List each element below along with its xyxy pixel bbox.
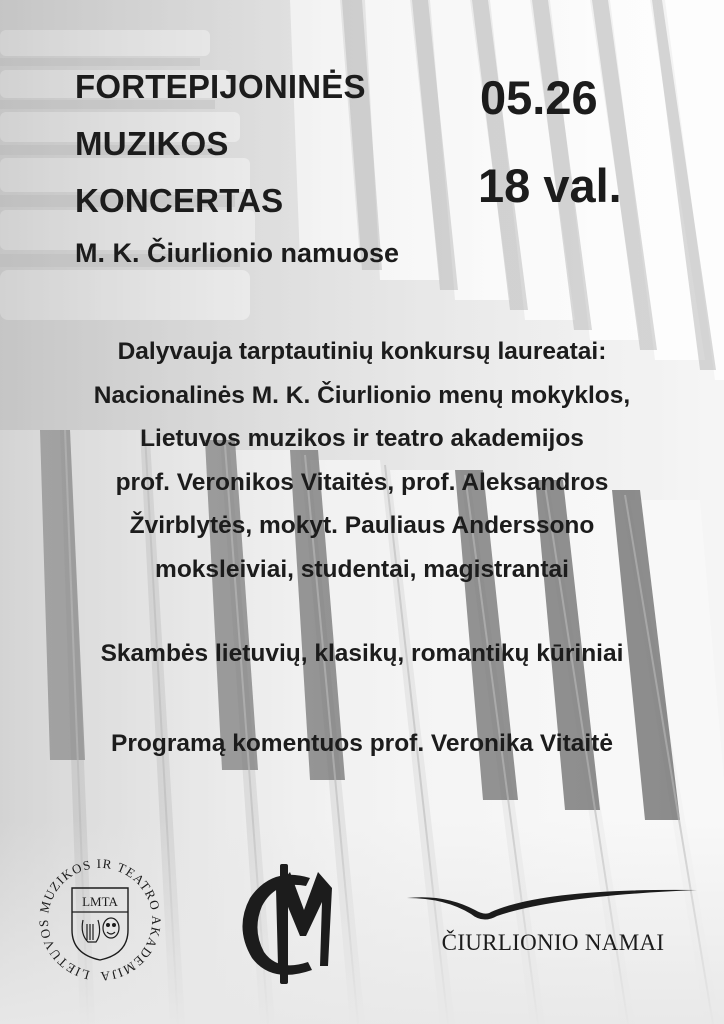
participants-text (0, 330, 724, 591)
commentator-text: Programą komentuos prof. Veronika Vitaitė (111, 730, 613, 757)
concert-date: 05.26 (480, 71, 598, 124)
title-line-2: MUZIKOS (75, 125, 229, 162)
lyre-icon (82, 920, 99, 942)
ciurlionio-namai-name: ČIURLIONIO NAMAI (441, 930, 665, 955)
lmta-logo (28, 850, 173, 990)
participants-line-5: Žvirblytės, mokyt. Pauliaus Anderssono (129, 512, 595, 539)
participants-line-3: Lietuvos muzikos ir teatro akademijos (140, 425, 584, 452)
lmta-ring-text: LIETUVOS MUZIKOS IR TEATRO AKADEMIJA (35, 855, 165, 985)
program-text: Skambės lietuvių, klasikų, romantikų kūriniai (100, 640, 624, 667)
mkc-monogram-logo (232, 858, 347, 988)
participants-line-2: Nacionalinės M. K. Čiurlionio menų mokyklos, (93, 381, 631, 409)
concert-time: 18 val. (478, 159, 622, 212)
lmta-shield-icon (72, 888, 128, 960)
theatre-masks-icon (103, 918, 119, 938)
ciurlionio-namai-swoosh-icon (405, 884, 700, 924)
title-line-1: FORTEPIJONINĖS (75, 68, 366, 105)
concert-title (75, 58, 366, 229)
participants-line-4: prof. Veronikos Vitaitės, prof. Aleksandros (115, 468, 609, 496)
title-line-3: KONCERTAS (75, 182, 284, 219)
venue: M. K. Čiurlionio namuose (75, 238, 400, 268)
participants-line-1: Dalyvauja tarptautinių konkursų laureatai: (117, 338, 607, 365)
lmta-abbr: LMTA (82, 894, 118, 909)
participants-line-6: moksleiviai, studentai, magistrantai (155, 555, 569, 583)
